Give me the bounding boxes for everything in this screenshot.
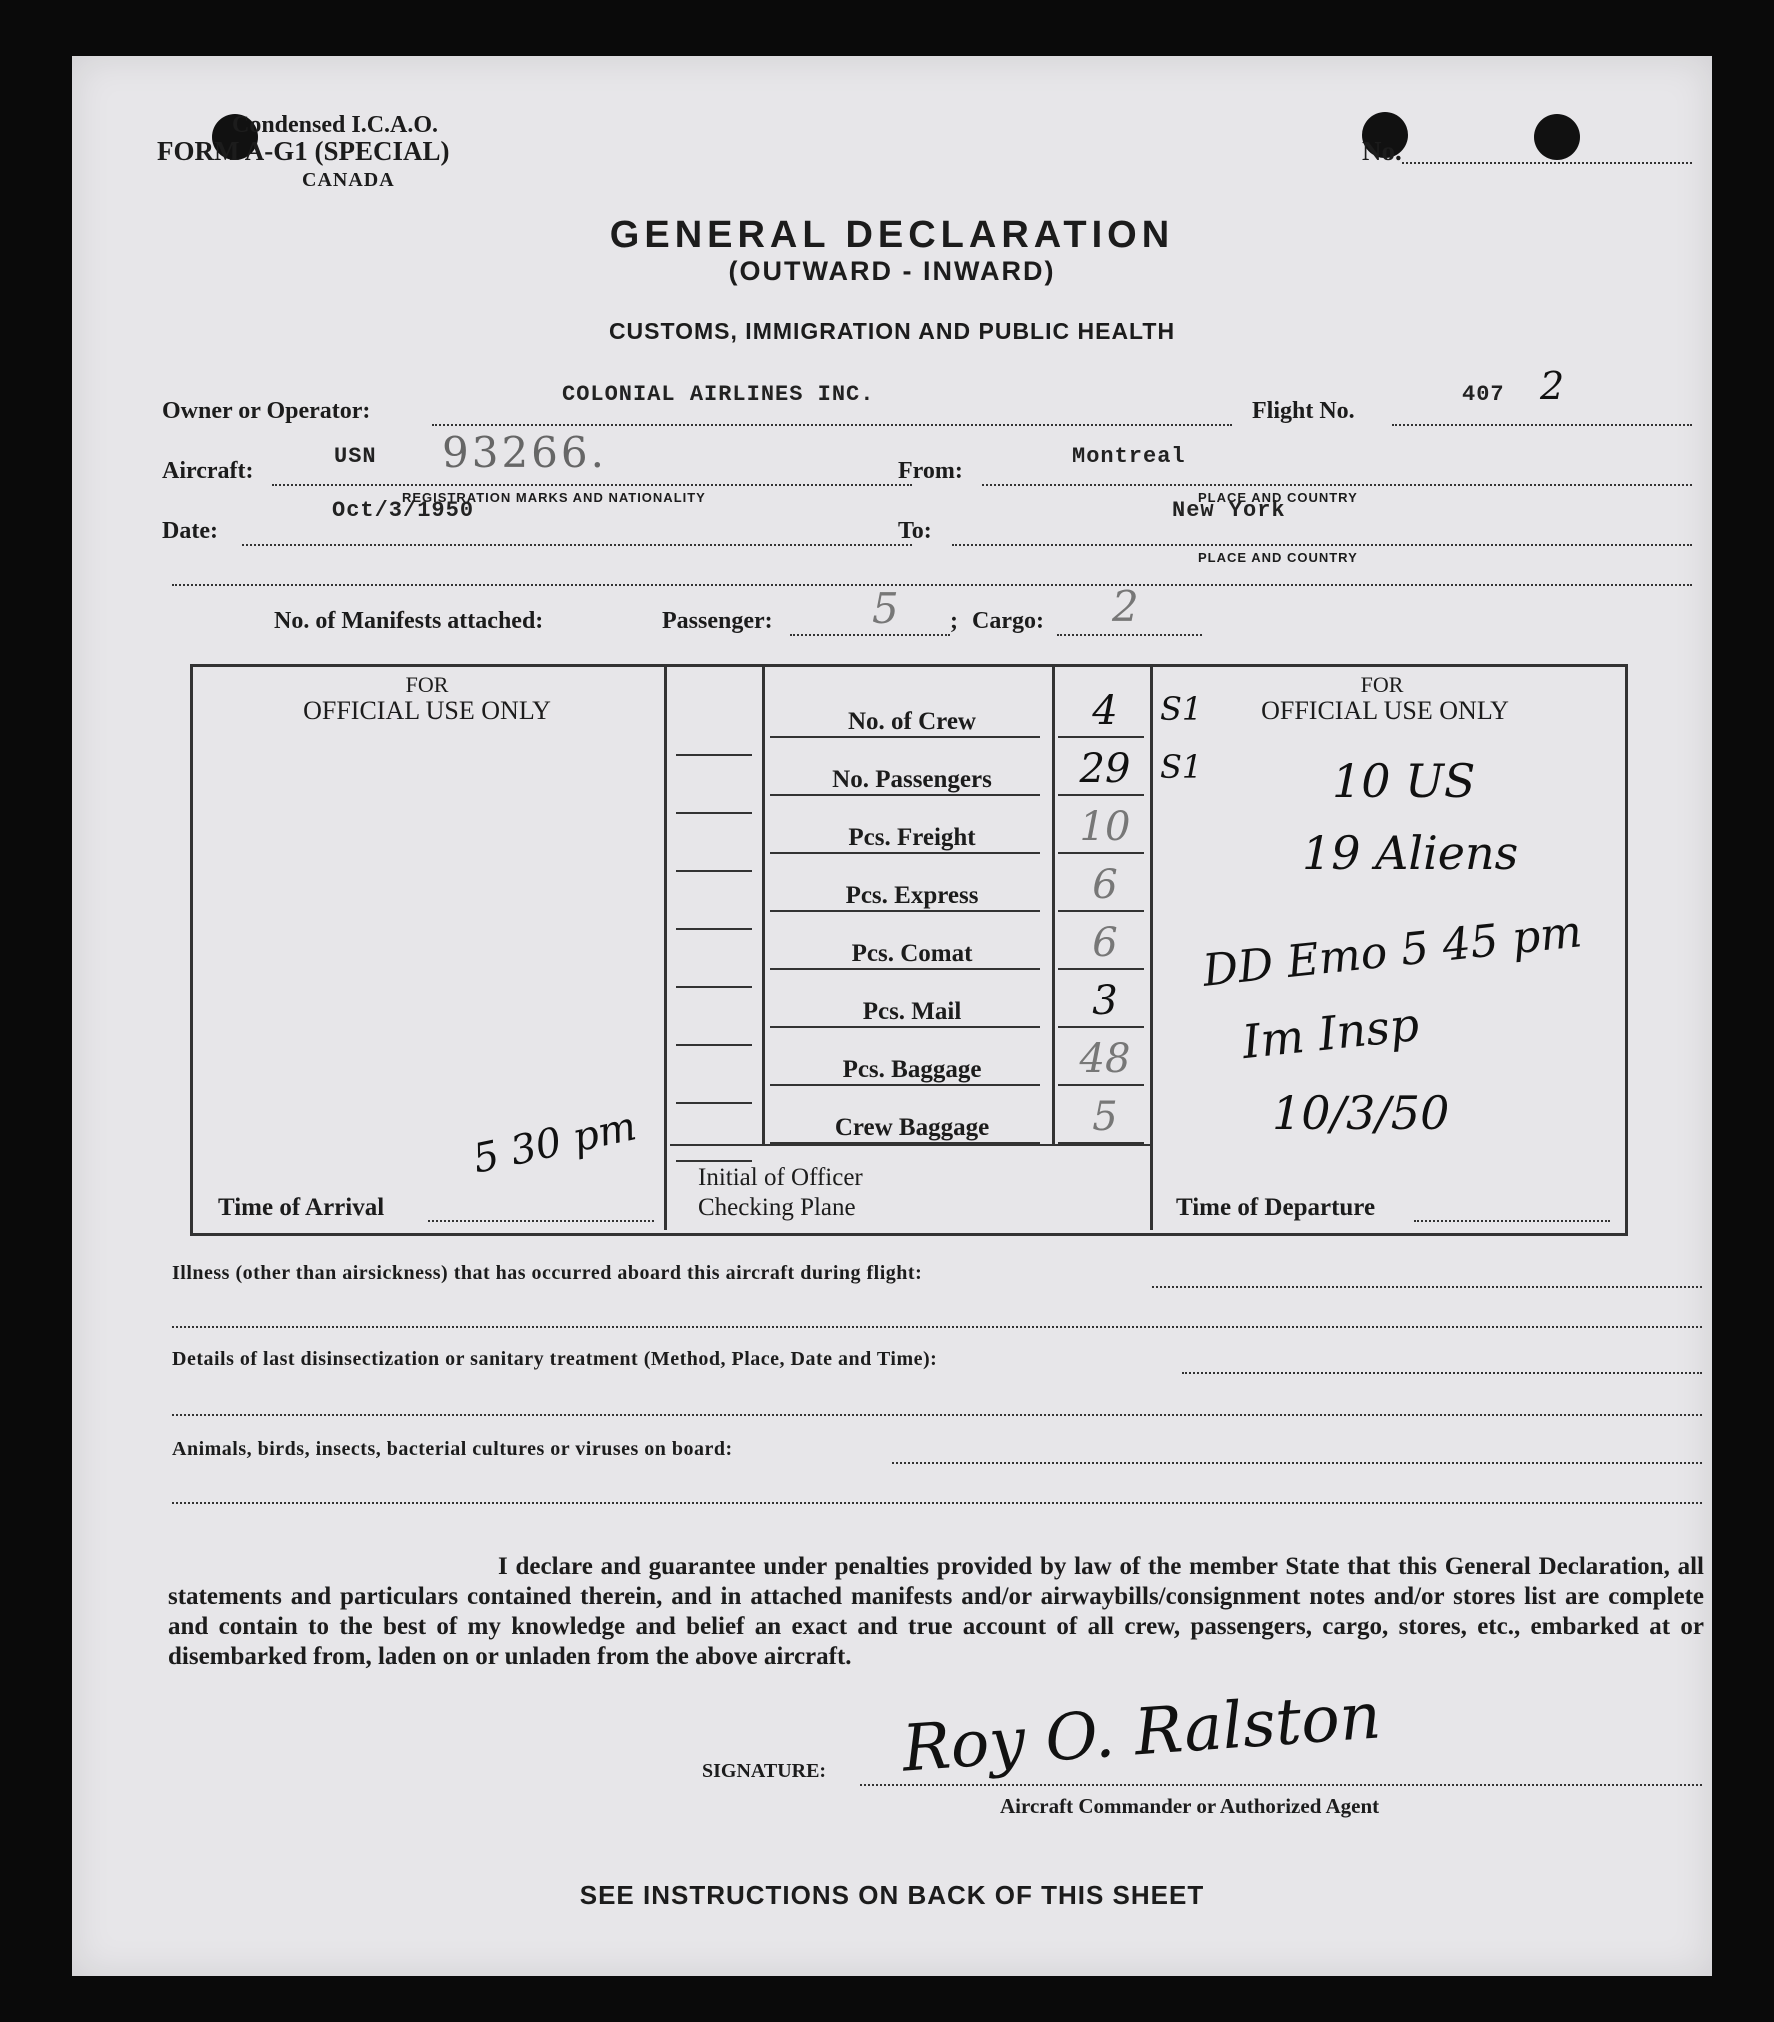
row-value-underline — [1058, 794, 1144, 796]
passenger-manifest-value: 5 — [872, 584, 899, 633]
arrival-value: 5 30 pm — [469, 1103, 641, 1183]
document-page — [72, 56, 1712, 1976]
row-label: Pcs. Mail — [862, 998, 962, 1025]
table-divider-3 — [1052, 664, 1055, 1144]
row-value: 29 — [1079, 746, 1131, 792]
from-caption: PLACE AND COUNTRY — [1198, 490, 1358, 505]
table-divider-2 — [762, 664, 765, 1144]
row-initial-line — [676, 1160, 752, 1162]
cargo-manifest-value: 2 — [1112, 582, 1139, 631]
official-note-aliens: 19 Aliens — [1302, 826, 1519, 880]
row-value: 48 — [1079, 1036, 1131, 1082]
department-heading: CUSTOMS, IMMIGRATION AND PUBLIC HEALTH — [608, 318, 1176, 344]
row-underline — [770, 910, 1040, 912]
row-underline — [770, 1142, 1040, 1144]
date-value: Oct/3/1950 — [332, 498, 475, 523]
officer-initial-line2: Checking Plane — [698, 1194, 856, 1221]
row-value-underline — [1058, 852, 1144, 854]
to-label: To: — [898, 518, 932, 544]
disinsect-question: Details of last disinsectization or sanitary treatment (Method, Place, Date and Time): — [172, 1348, 938, 1370]
form-no-label: No. — [1362, 136, 1402, 166]
to-line — [952, 544, 1692, 546]
declaration-text: I declare and guarantee under penalties provided by law of the member State that this General Declaration, all statements and particulars contained therein, and in attached manifests and/or airwaybills/consignment notes and/or stores list are complete and contain to the best of my knowledge and belief an exact and true account of all crew, passengers, cargo, stores, etc., embarked at or disembarked from, laden on or unladen from the above aircraft. — [168, 1553, 1704, 1670]
document-subtitle: (OUTWARD - INWARD) — [728, 256, 1056, 286]
illness-line-2 — [172, 1326, 1702, 1328]
owner-value: COLONIAL AIRLINES INC. — [562, 382, 875, 407]
row-initial-line — [676, 986, 752, 988]
row-initial-line — [676, 870, 752, 872]
official-note-date: 10/3/50 — [1272, 1086, 1450, 1140]
row-initial-line — [676, 928, 752, 930]
passenger-manifest-label: Passenger: — [662, 608, 773, 634]
cargo-manifest-line — [1057, 634, 1202, 636]
arrival-line — [428, 1220, 654, 1222]
row-value-underline — [1058, 736, 1144, 738]
row-value: 5 — [1092, 1094, 1118, 1140]
signature-line — [860, 1784, 1702, 1786]
row-value: 10 — [1079, 804, 1131, 850]
owner-line — [432, 424, 1232, 426]
aircraft-line — [272, 484, 912, 486]
signature-label: SIGNATURE: — [702, 1760, 827, 1782]
to-caption: PLACE AND COUNTRY — [1198, 550, 1358, 565]
date-label: Date: — [162, 518, 218, 544]
signature-value: Roy O. Ralston — [900, 1679, 1384, 1787]
to-value: New York — [1172, 498, 1286, 523]
animals-line-2 — [172, 1502, 1702, 1504]
from-value: Montreal — [1072, 444, 1186, 469]
row-label: Crew Baggage — [834, 1114, 990, 1141]
row-value-underline — [1058, 1026, 1144, 1028]
departure-label: Time of Departure — [1176, 1194, 1376, 1221]
row-label: No. Passengers — [832, 766, 992, 793]
row-initial-line — [676, 1102, 752, 1104]
manifest-separator: ; — [950, 608, 958, 634]
date-line — [242, 544, 912, 546]
row-initial-line — [676, 812, 752, 814]
signature-caption: Aircraft Commander or Authorized Agent — [1000, 1794, 1380, 1818]
passenger-manifest-line — [790, 634, 950, 636]
manifests-label: No. of Manifests attached: — [274, 608, 544, 634]
disinsect-line-2 — [172, 1414, 1702, 1416]
back-instructions: SEE INSTRUCTIONS ON BACK OF THIS SHEET — [579, 1880, 1205, 1910]
left-official-label: OFFICIAL USE ONLY — [303, 696, 551, 725]
from-label: From: — [898, 458, 963, 484]
flight-value: 407 — [1462, 382, 1505, 407]
official-note-us: 10 US — [1332, 754, 1476, 808]
row-underline — [770, 736, 1040, 738]
right-official-label: OFFICIAL USE ONLY — [1261, 696, 1509, 725]
from-line — [982, 484, 1692, 486]
separator-line — [172, 584, 1692, 586]
row-value: 6 — [1092, 862, 1118, 908]
aircraft-label: Aircraft: — [162, 458, 254, 484]
form-country: CANADA — [302, 169, 395, 191]
right-for-label: FOR — [1360, 672, 1404, 697]
table-divider-1 — [664, 664, 667, 1230]
row-underline — [770, 794, 1040, 796]
cargo-manifest-label: Cargo: — [972, 608, 1044, 634]
officer-initial-line1: Initial of Officer — [698, 1164, 863, 1191]
table-divider-4 — [1150, 664, 1153, 1230]
flight-line — [1392, 424, 1692, 426]
row-underline — [770, 1084, 1040, 1086]
row-value-underline — [1058, 968, 1144, 970]
row-initial-line — [676, 754, 752, 756]
row-label: Pcs. Comat — [851, 940, 973, 967]
row-value-underline — [1058, 1142, 1144, 1144]
document-title: GENERAL DECLARATION — [609, 214, 1175, 256]
aircraft-caption: REGISTRATION MARKS AND NATIONALITY — [402, 490, 706, 505]
row-underline — [770, 1026, 1040, 1028]
row-value-underline — [1058, 910, 1144, 912]
aircraft-nationality: USN — [334, 444, 377, 469]
aircraft-registration: 93266. — [442, 428, 607, 477]
row-note: S1 — [1160, 690, 1203, 728]
flight-extra: 2 — [1540, 364, 1565, 408]
left-for-label: FOR — [405, 672, 449, 697]
departure-line — [1414, 1220, 1610, 1222]
row-label: Pcs. Express — [845, 882, 979, 909]
official-note-emo: DD Emo 5 45 pm — [1200, 906, 1585, 997]
flight-label: Flight No. — [1252, 398, 1355, 424]
form-no-line — [1402, 162, 1692, 164]
row-label: No. of Crew — [848, 708, 976, 735]
official-note-insp: Im Insp — [1239, 996, 1422, 1070]
illness-line-1 — [1152, 1286, 1702, 1288]
row-value-underline — [1058, 1084, 1144, 1086]
disinsect-line-1 — [1182, 1372, 1702, 1374]
form-code-line2: FORM A-G1 (SPECIAL) — [157, 136, 450, 166]
form-code-line1: Condensed I.C.A.O. — [232, 112, 439, 138]
arrival-label: Time of Arrival — [218, 1194, 385, 1221]
row-initial-line — [676, 1044, 752, 1046]
animals-line-1 — [892, 1462, 1702, 1464]
row-value: 3 — [1092, 978, 1118, 1024]
owner-label: Owner or Operator: — [162, 398, 371, 424]
row-value: 4 — [1092, 688, 1118, 734]
row-note: S1 — [1160, 748, 1203, 786]
row-underline — [770, 968, 1040, 970]
row-value: 6 — [1092, 920, 1118, 966]
animals-question: Animals, birds, insects, bacterial cultures or viruses on board: — [172, 1438, 733, 1460]
illness-question: Illness (other than airsickness) that has occurred aboard this aircraft during flight: — [172, 1262, 923, 1284]
row-label: Pcs. Freight — [848, 824, 976, 851]
punch-hole-right — [1534, 114, 1580, 160]
row-label: Pcs. Baggage — [842, 1056, 982, 1083]
table-bottom-rule — [670, 1144, 1150, 1146]
row-underline — [770, 852, 1040, 854]
